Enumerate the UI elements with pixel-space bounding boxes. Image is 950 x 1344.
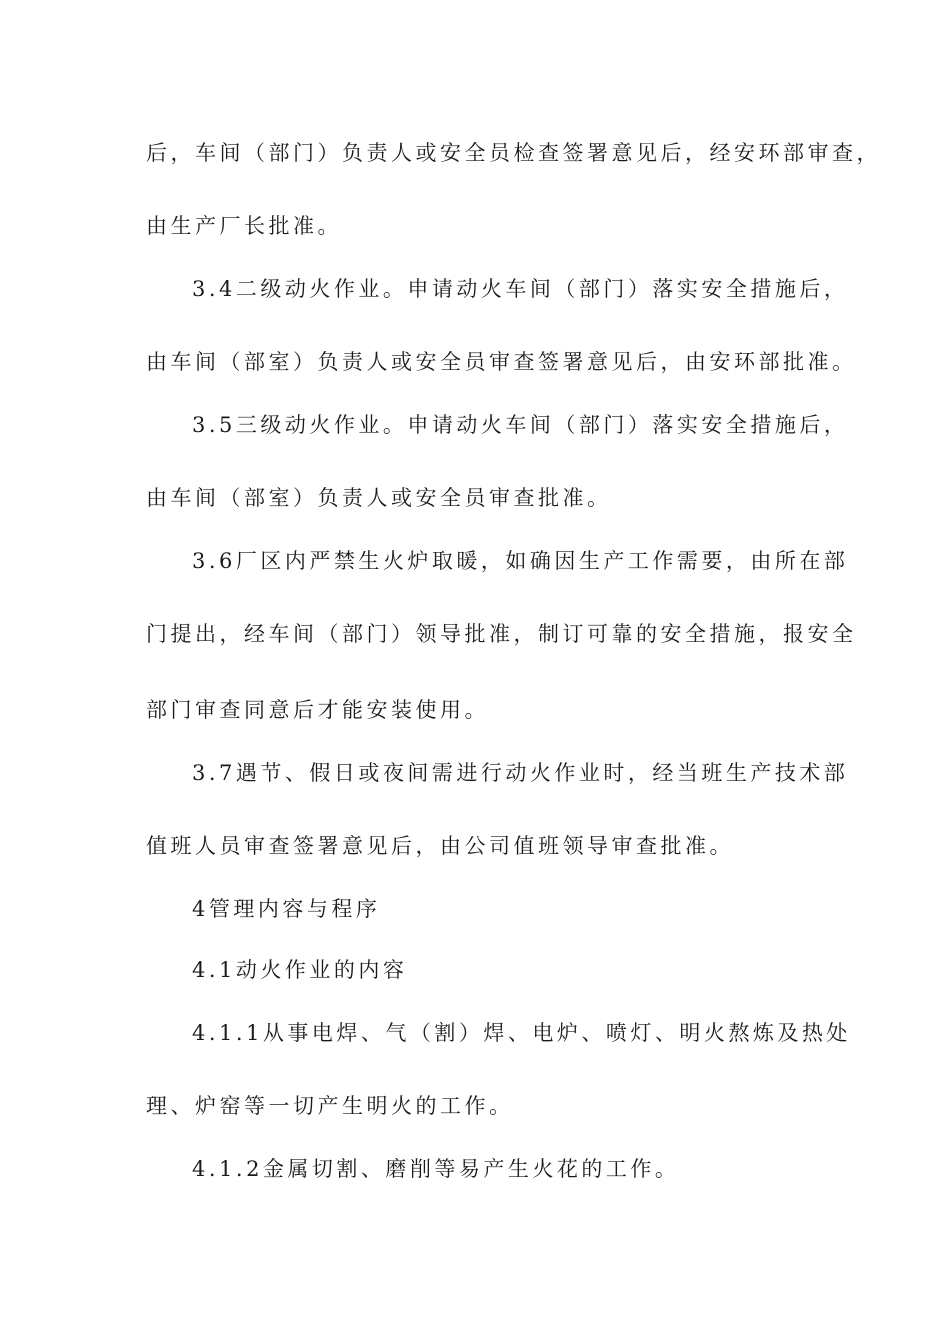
paragraph-line: 值班人员审查签署意见后，由公司值班领导审查批准。 — [146, 834, 734, 858]
paragraph-line: 由车间（部室）负责人或安全员审查签署意见后，由安环部批准。 — [146, 350, 857, 374]
section-4-1-heading: 4.1动火作业的内容 — [192, 958, 408, 982]
section-3-6-line: 3.6厂区内严禁生火炉取暖，如确因生产工作需要，由所在部 — [192, 549, 849, 573]
paragraph-line: 由生产厂长批准。 — [146, 214, 342, 238]
section-3-5-line: 3.5三级动火作业。申请动火车间（部门）落实安全措施后， — [192, 413, 849, 437]
section-3-4-line: 3.4二级动火作业。申请动火车间（部门）落实安全措施后， — [192, 277, 849, 301]
paragraph-line: 部门审查同意后才能安装使用。 — [146, 698, 489, 722]
paragraph-line: 理、炉窑等一切产生明火的工作。 — [146, 1094, 514, 1118]
section-4-heading: 4管理内容与程序 — [192, 897, 381, 921]
paragraph-line: 后，车间（部门）负责人或安全员检查签署意见后，经安环部审查， — [146, 141, 881, 165]
section-4-1-2-line: 4.1.2金属切割、磨削等易产生火花的工作。 — [192, 1157, 680, 1181]
paragraph-line: 门提出，经车间（部门）领导批准，制订可靠的安全措施，报安全 — [146, 622, 857, 646]
section-4-1-1-line: 4.1.1从事电焊、气（割）焊、电炉、喷灯、明火熬炼及热处 — [192, 1021, 851, 1045]
section-3-7-line: 3.7遇节、假日或夜间需进行动火作业时，经当班生产技术部 — [192, 761, 849, 785]
paragraph-line: 由车间（部室）负责人或安全员审查批准。 — [146, 486, 612, 510]
